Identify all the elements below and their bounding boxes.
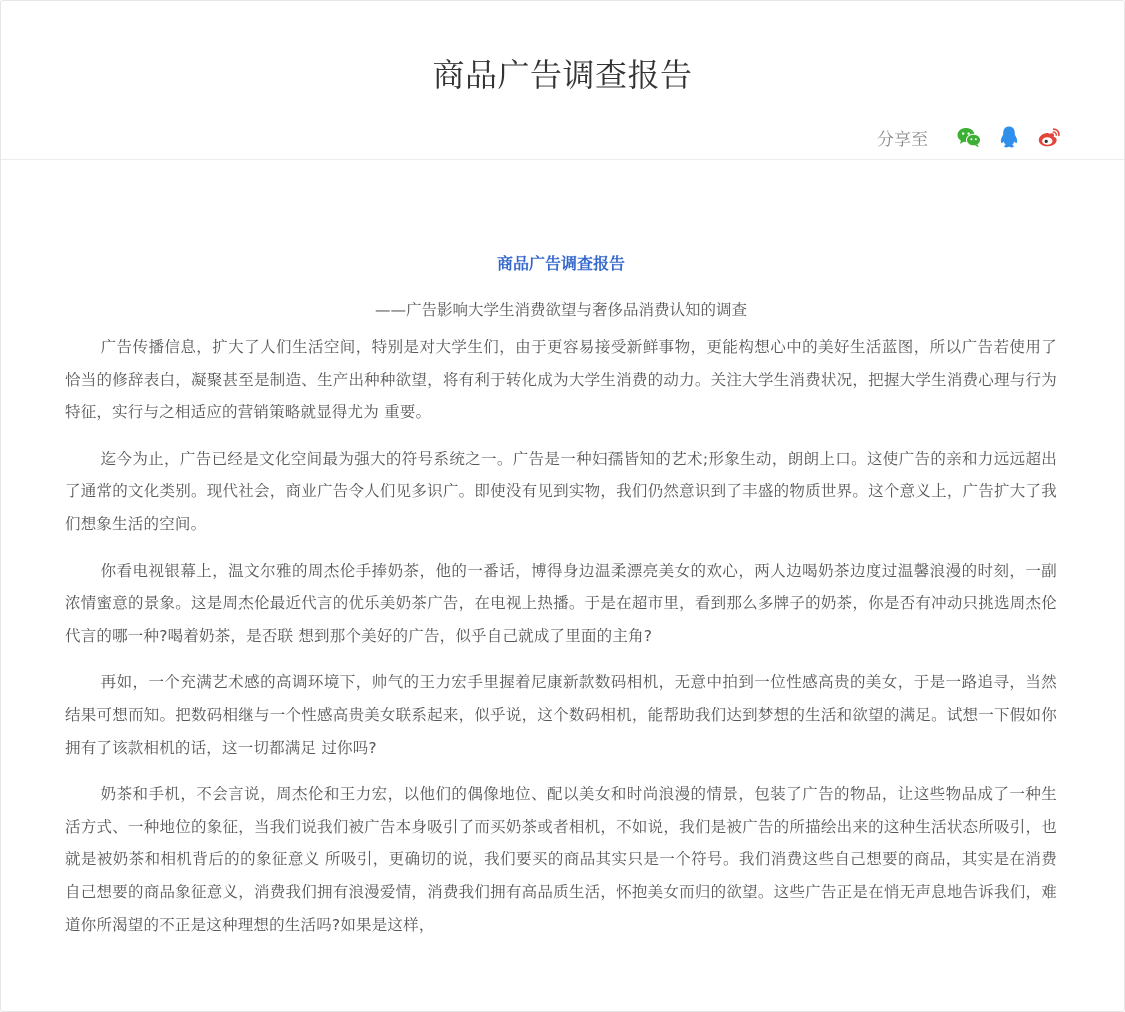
article-paragraph: 奶茶和手机，不会言说，周杰伦和王力宏，以他们的偶像地位、配以美女和时尚浪漫的情景，包装了广告的物品，让这些物品成了一种生活方式、一种地位的象征，当我们说我们被广告本身吸引了而买奶茶或者相机，不如说，我们是被广告的所描绘出来的这种生活状态所吸引，也就是被奶茶和相机背后的的象征意义 所吸引，更确切的说，我们要买的商品其实只是一个符号。我们消费这些自己想要的商品，其实是在消费自己想要的商品象征意义，消费我们拥有浪漫爱情，消费我们拥有高品质生活，怀抱美女而归的欲望。这些广告正是在悄无声息地告诉我们，难道你所渴望的不正是这种理想的生活吗?如果是这样， [65, 785, 1057, 934]
qq-icon[interactable] [996, 124, 1022, 150]
article-paragraph: 再如，一个充满艺术感的高调环境下，帅气的王力宏手里握着尼康新款数码相机，无意中拍到一位性感高贵的美女，于是一路追寻，当然结果可想而知。把数码相继与一个性感高贵美女联系起来，似乎说，这个数码相机，能帮助我们达到梦想的生活和欲望的满足。试想一下假如你拥有了该款相机的话，这一切都满足 过你吗? [65, 673, 1057, 757]
wechat-icon[interactable] [956, 124, 982, 150]
page-header [1, 1, 1124, 160]
article-paragraph: 迄今为止，广告已经是文化空间最为强大的符号系统之一。广告是一种妇孺皆知的艺术;形象生动，朗朗上口。这使广告的亲和力远远超出了通常的文化类别。现代社会，商业广告令人们见多识广。即使没有见到实物，我们仍然意识到了丰盛的物质世界。这个意义上，广告扩大了我们想象生活的空间。 [65, 449, 1057, 533]
article-paragraph: 广告传播信息，扩大了人们生活空间，特别是对大学生们，由于更容易接受新鲜事物，更能构想心中的美好生活蓝图，所以广告若使用了恰当的修辞表白，凝聚甚至是制造、生产出种种欲望，将有利于转化成为大学生消费的动力。关注大学生消费状况，把握大学生消费心理与行为特征，实行与之相适应的营销策略就显得尤为 重要。 [65, 338, 1057, 422]
weibo-icon[interactable] [1036, 124, 1062, 150]
share-label: 分享至 [877, 129, 928, 150]
article-paragraph: 你看电视银幕上，温文尔雅的周杰伦手捧奶茶，他的一番话，博得身边温柔漂亮美女的欢心，两人边喝奶茶边度过温馨浪漫的时刻，一副浓情蜜意的景象。这是周杰伦最近代言的优乐美奶茶广告，在电视上热播。于是在超市里，看到那么多牌子的奶茶，你是否有冲动只挑选周杰伦代言的哪一种?喝着奶茶，是否联 想到那个美好的广告，似乎自己就成了里面的主角? [65, 561, 1057, 645]
article-heading: 商品广告调查报告 [496, 254, 625, 273]
page-title: 商品广告调查报告 [432, 56, 693, 94]
article-body [65, 249, 1057, 955]
article-subheading: ——广告影响大学生消费欲望与奢侈品消费认知的调查 [374, 301, 747, 319]
share-bar [877, 123, 1062, 151]
